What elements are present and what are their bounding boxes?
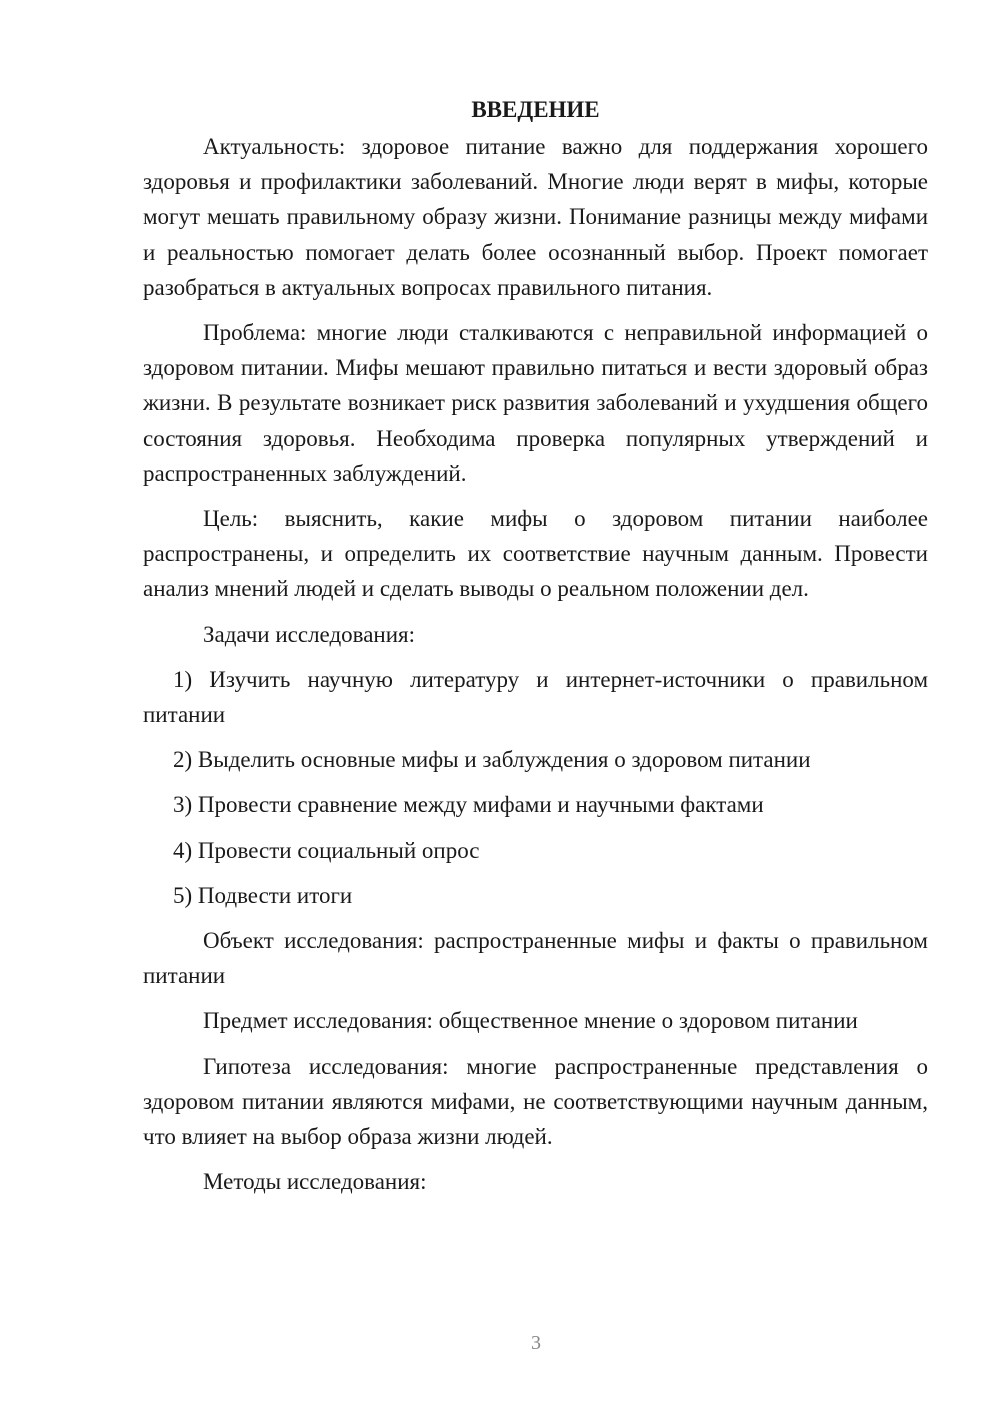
list-item bbox=[143, 787, 928, 822]
list-item bbox=[143, 662, 928, 732]
list-item bbox=[143, 878, 928, 913]
list-item-number: 1) bbox=[173, 666, 193, 692]
object-paragraph: Объект исследования: распространенные мифы и факты о правильном питании bbox=[143, 928, 928, 989]
list-item bbox=[143, 833, 928, 868]
page-number: 3 bbox=[531, 1332, 541, 1354]
relevance-paragraph: Актуальность: здоровое питание важно для поддержания хорошего здоровья и профилактики заболеваний. Многие люди верят в мифы, которые могут мешать правильному образу жизни. Понимание разницы между мифами и реальностью помогает делать более осознанный выбор. Проект помогает разобраться в актуальных вопросах правильного питания. bbox=[143, 134, 928, 300]
list-item-text: Подвести итоги bbox=[197, 882, 353, 908]
list-item-text: Выделить основные мифы и заблуждения о здоровом питании bbox=[197, 747, 811, 773]
list-item-number: 4) bbox=[173, 837, 193, 863]
hypothesis-paragraph: Гипотеза исследования: многие распространенные представления о здоровом питании являются мифами, не соответствующими научным данным, что влияет на выбор образа жизни людей. bbox=[143, 1053, 928, 1150]
list-item bbox=[143, 742, 928, 777]
page-content bbox=[143, 92, 928, 1209]
tasks-list bbox=[143, 662, 928, 913]
list-item-number: 3) bbox=[173, 792, 193, 818]
subject-paragraph: Предмет исследования: общественное мнение о здоровом питании bbox=[203, 1008, 858, 1034]
goal-paragraph: Цель: выяснить, какие мифы о здоровом питании наиболее распространены, и определить их соответствие научным данным. Провести анализ мнений людей и сделать выводы о реальном положении дел. bbox=[143, 506, 928, 602]
section-title: ВВЕДЕНИЕ bbox=[471, 97, 600, 122]
list-item-text: Провести сравнение между мифами и научными фактами bbox=[197, 792, 764, 818]
tasks-heading: Задачи исследования: bbox=[203, 621, 416, 647]
problem-paragraph: Проблема: многие люди сталкиваются с неправильной информацией о здоровом питании. Мифы мешают правильно питаться и вести здоровый образ жизни. В результате возникает риск развития заболеваний и ухудшения общего состояния здоровья. Необходима проверка популярных утверждений и распространенных заблуждений. bbox=[143, 320, 928, 486]
list-item-number: 5) bbox=[173, 882, 193, 908]
list-item-number: 2) bbox=[173, 747, 193, 773]
list-item-text: Провести социальный опрос bbox=[197, 837, 480, 863]
list-item-text: Изучить научную литературу и интернет-источники о правильном питании bbox=[143, 666, 929, 728]
methods-heading: Методы исследования: bbox=[203, 1169, 427, 1195]
